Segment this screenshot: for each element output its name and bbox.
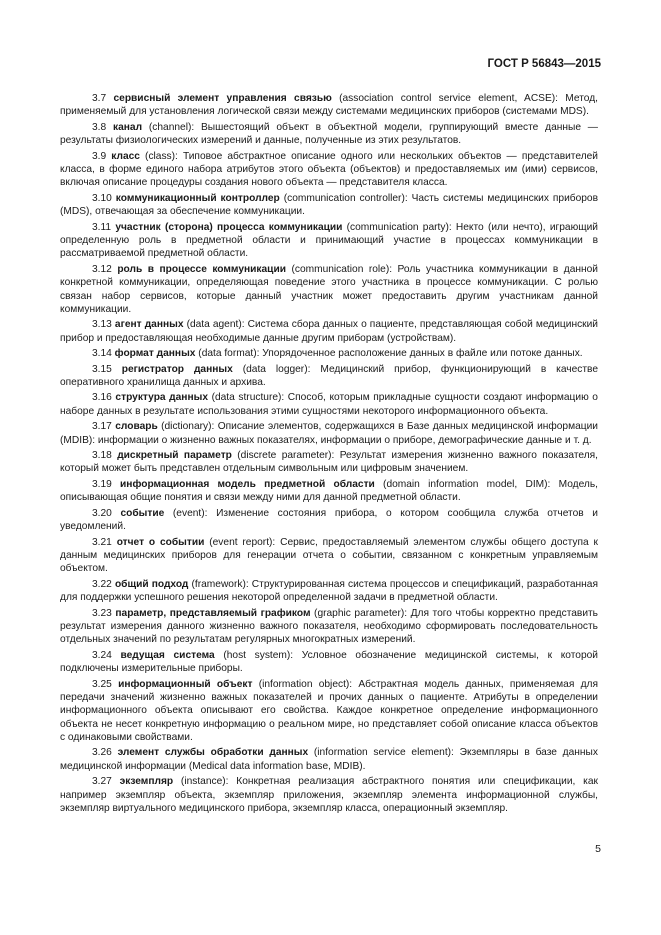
- entry-number: 3.13: [92, 319, 112, 331]
- definition-entry: [60, 507, 598, 534]
- entry-definition: (communication party): Некто (или нечто), играющий определенную роль в предметной области и принимающий участие в процессах коммуникации в рассматриваемой предметной области.: [60, 221, 598, 260]
- entry-term: ведущая система: [120, 649, 215, 661]
- entry-number: 3.12: [92, 263, 112, 275]
- entry-definition: (graphic parameter): Для того чтобы корректно представить результат измерения данного жизненно важного показателя, необходимо сформировать последовательность отдельных значений по результатам регулярных многократных измерений.: [60, 607, 598, 646]
- definition-entry: [60, 263, 598, 316]
- entry-definition: (communication controller): Часть системы медицинских приборов (MDS), отвечающая за обеспечение коммуникации.: [60, 192, 599, 218]
- entry-number: 3.24: [92, 649, 112, 661]
- page-number: 5: [595, 843, 601, 855]
- entry-definition: (discrete parameter): Результат измерения жизненно важного показателя, который может быть представлен отдельным символьным или цифровым значением.: [60, 450, 598, 475]
- definition-entry: [60, 221, 598, 261]
- definition-entry: [60, 391, 598, 418]
- entry-number: 3.18: [92, 450, 112, 462]
- entry-number: 3.15: [92, 363, 112, 375]
- entry-number: 3.7: [92, 93, 107, 104]
- entry-term: агент данных: [114, 319, 184, 331]
- definition-entry: [60, 363, 598, 390]
- definition-entry: [60, 121, 598, 148]
- entry-number: 3.10: [92, 192, 112, 204]
- entry-number: 3.26: [92, 747, 112, 759]
- entry-term: отчет о событии: [116, 536, 205, 548]
- definition-entry: [60, 318, 598, 345]
- entry-number: 3.21: [92, 536, 112, 548]
- entry-term: сервисный элемент управления связью: [113, 93, 332, 104]
- entry-definition: (framework): Структурированная система процессов и спецификаций, разработанная для поддержки успешного решения некоторой определенной задачи в предметной области.: [60, 578, 598, 604]
- definition-entry: [60, 420, 598, 447]
- definitions-list: [60, 92, 598, 817]
- definition-entry: [60, 746, 598, 773]
- entry-term: коммуникационный контроллер: [115, 192, 280, 204]
- entry-number: 3.27: [92, 776, 112, 788]
- entry-term: общий подход: [114, 578, 189, 590]
- entry-term: элемент службы обработки данных: [117, 747, 309, 759]
- entry-definition: (association control service element, ACSE): Метод, применяемый для установления логической связи между системами медицинских приборов (системами MDS).: [60, 93, 598, 118]
- entry-term: словарь: [115, 421, 158, 433]
- entry-number: 3.25: [92, 678, 112, 690]
- entry-term: информационная модель предметной области: [120, 478, 375, 490]
- entry-definition: (dictionary): Описание элементов, содержащихся в Базе данных медицинской информации (MDIB): информации о жизненно важных показателях, информации о приборе, демографические данные и т. д.: [60, 421, 598, 446]
- entry-term: параметр, представляемый графиком: [115, 607, 311, 619]
- entry-definition: (class): Типовое абстрактное описание одного или нескольких объектов — представителей класса, в форме единого набора атрибутов этого объекта (объектов) и предоставляемых им (ими) сервисов, включая описание процедуры создания нового объекта — представителя класса.: [60, 150, 598, 189]
- entry-number: 3.20: [92, 507, 112, 519]
- definition-entry: [60, 92, 598, 119]
- definition-entry: [60, 578, 598, 605]
- entry-definition: (communication role): Роль участника коммуникации в данной конкретной коммуникации, определяющая поведение этого участника в процессе коммуникации. С ролью связан набор сервисов, которые данный участник может предоставить другим участникам данной коммуникации.: [60, 263, 598, 315]
- entry-definition: (information object): Абстрактная модель данных, применяемая для передачи значений жизненно важных показателей и прочих данных о пациенте. Атрибуты в определении информационного объекта описывают его свойства. Каждое конкретное определение информационного объекта не несет конкретную информацию о реальном мире, но представляет собой описание класса объектов с одинаковыми свойствами.: [60, 678, 598, 743]
- definition-entry: [60, 347, 598, 360]
- entry-number: 3.23: [92, 607, 112, 619]
- definition-entry: [60, 649, 598, 676]
- entry-definition: (information service element): Экземпляры в базе данных медицинской информации (Medical data information base, MDIB).: [60, 747, 598, 772]
- entry-term: участник (сторона) процесса коммуникации: [115, 221, 343, 233]
- entry-definition: (event report): Сервис, предоставляемый элементом службы общего доступа к данным медицинских приборов для генерации отчета о событии, связанном с конкретным управляемым объектом.: [60, 536, 598, 575]
- entry-term: формат данных: [114, 348, 196, 360]
- entry-term: информационный объект: [118, 678, 253, 690]
- entry-definition: (data format): Упорядоченное расположение данных в файле или потоке данных.: [195, 348, 583, 360]
- entry-term: экземпляр: [119, 776, 174, 788]
- entry-definition: (instance): Конкретная реализация абстрактного понятия или спецификации, как например экземпляр объекта, экземпляр приложения, экземпляр элемента информационной службы, экземпляр виртуального медицинского прибора, экземпляр класса, операционный экземпляр.: [60, 776, 598, 814]
- definition-entry: [60, 678, 598, 745]
- entry-term: класс: [111, 150, 140, 162]
- entry-number: 3.8: [92, 121, 107, 133]
- entry-term: регистратор данных: [121, 363, 233, 375]
- entry-term: канал: [113, 121, 143, 133]
- entry-definition: (host system): Условное обозначение медицинской системы, к которой подключены измерительные приборы.: [60, 649, 598, 675]
- entry-number: 3.16: [92, 392, 112, 404]
- entry-number: 3.11: [92, 221, 112, 233]
- entry-term: дискретный параметр: [117, 450, 232, 462]
- entry-term: событие: [120, 507, 165, 519]
- definition-entry: [60, 478, 598, 505]
- entry-definition: (data logger): Медицинский прибор, функционирующий в качестве оперативного хранилища данных и архива.: [60, 363, 598, 388]
- definition-entry: [60, 607, 598, 647]
- entry-term: структура данных: [115, 392, 208, 404]
- entry-definition: (data agent): Система сбора данных о пациенте, представляющая собой медицинский прибор и предоставляющая необходимые данные другим приборам (устройствам).: [60, 319, 598, 344]
- definition-entry: [60, 775, 598, 815]
- entry-number: 3.9: [92, 150, 107, 162]
- entry-definition: (data structure): Способ, которым прикладные сущности создают информацию о наборе данных в результате использования этими сущностями некоторого информационного объекта.: [60, 392, 598, 417]
- definition-entry: [60, 536, 598, 576]
- entry-term: роль в процессе коммуникации: [117, 263, 286, 275]
- definition-entry: [60, 192, 598, 219]
- entry-number: 3.14: [92, 348, 112, 360]
- entry-number: 3.19: [92, 478, 112, 490]
- document-header: ГОСТ Р 56843—2015: [487, 58, 601, 70]
- definition-entry: [60, 150, 598, 190]
- entry-number: 3.17: [92, 421, 112, 433]
- entry-definition: (channel): Вышестоящий объект в объектной модели, группирующий вместе данные — результаты физиологических измерений и данные, полученные из этих результатов.: [60, 121, 598, 147]
- entry-definition: (domain information model, DIM): Модель, описывающая общие понятия и связи между ними для данной предметной области.: [60, 478, 598, 504]
- entry-number: 3.22: [92, 578, 112, 590]
- definition-entry: [60, 449, 598, 476]
- entry-definition: (event): Изменение состояния прибора, о котором сообщила служба отчетов и уведомлений.: [60, 507, 598, 533]
